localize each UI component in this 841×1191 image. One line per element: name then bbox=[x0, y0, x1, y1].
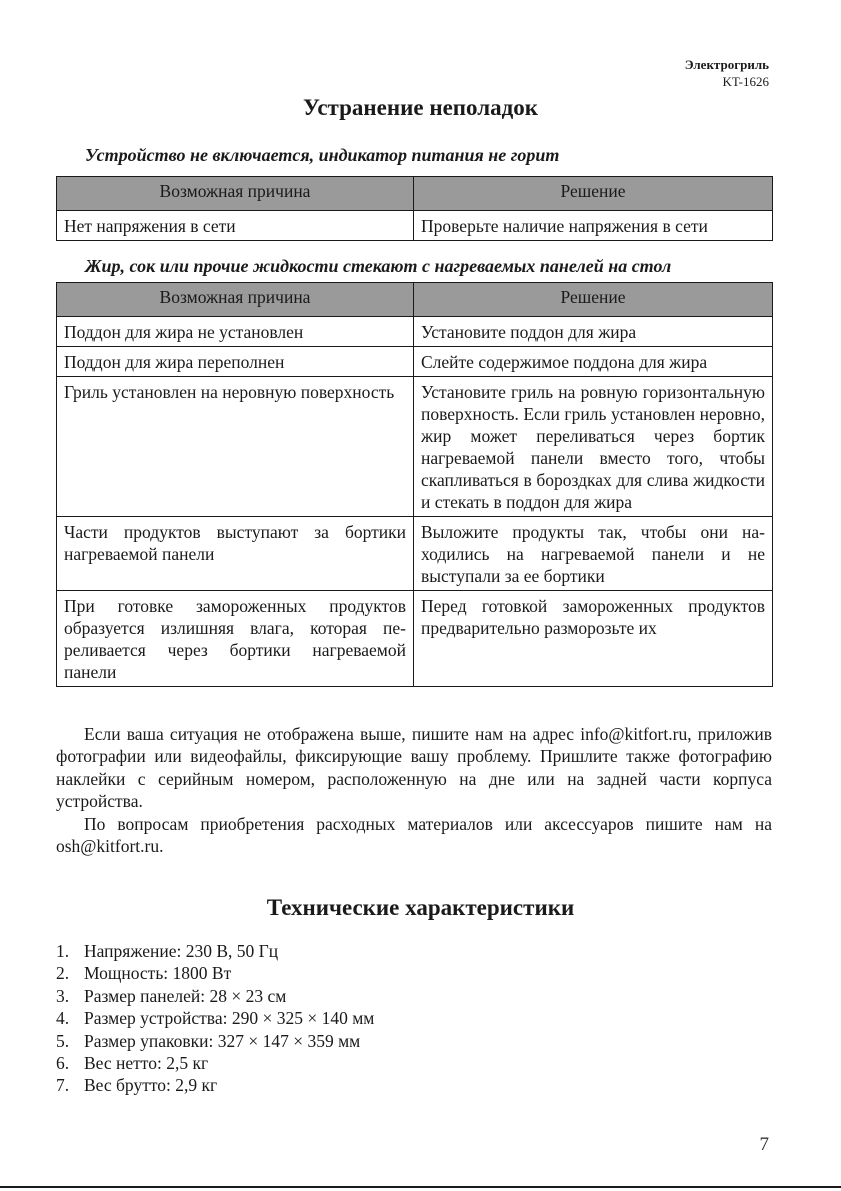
solution-cell: Проверьте наличие напряжения в сети bbox=[414, 211, 773, 241]
list-item bbox=[56, 1074, 374, 1096]
item-number: 5. bbox=[56, 1030, 70, 1051]
troubleshooting-table-power bbox=[56, 176, 773, 241]
solution-cell: Выложите продукты так, чтобы они находились на нагреваемой панели и не выступали за ее бортики bbox=[414, 517, 773, 591]
item-text: Размер упаковки: 327 × 147 × 359 мм bbox=[84, 1030, 361, 1051]
solution-cell: Перед готовкой замороженных продуктов предварительно разморозьте их bbox=[414, 591, 773, 687]
troubleshooting-table-grease bbox=[56, 282, 773, 687]
list-item bbox=[56, 1052, 374, 1074]
item-text: Мощность: 1800 Вт bbox=[84, 963, 232, 984]
item-text: Размер устройства: 290 × 325 × 140 мм bbox=[84, 1008, 375, 1029]
page-number: 7 bbox=[759, 1134, 769, 1155]
item-text: Напряжение: 230 В, 50 Гц bbox=[84, 941, 279, 961]
troubleshooting-title: Устранение неполадок bbox=[302, 95, 539, 120]
column-header-solution: Решение bbox=[414, 283, 773, 317]
bottom-divider bbox=[0, 1186, 841, 1188]
cause-cell: При готовке замороженных продуктов образуется излишняя влага, которая переливается через бортики нагреваемой панели bbox=[57, 591, 414, 687]
list-item bbox=[56, 1030, 374, 1052]
specs-list bbox=[56, 940, 374, 1097]
table1-heading: Устройство не включается, индикатор питания не горит bbox=[85, 145, 560, 165]
item-text: Размер панелей: 28 × 23 см bbox=[84, 985, 287, 1006]
list-item bbox=[56, 962, 374, 984]
solution-cell: Слейте содержимое поддона для жира bbox=[414, 347, 773, 377]
table-row bbox=[57, 347, 773, 377]
model-number: KT-1626 bbox=[722, 74, 769, 89]
table-row bbox=[57, 591, 773, 687]
accessories-paragraph: По вопросам приобретения расходных материалов или аксессуаров пишите нам на osh@kitfort.ru. bbox=[56, 813, 772, 857]
item-text: Вес брутто: 2,9 кг bbox=[84, 1075, 218, 1096]
cause-cell: Поддон для жира не установлен bbox=[57, 317, 414, 347]
table-row bbox=[57, 317, 773, 347]
column-header-solution: Решение bbox=[414, 177, 773, 211]
list-item bbox=[56, 940, 374, 962]
cause-cell: Поддон для жира переполнен bbox=[57, 347, 414, 377]
specs-title: Технические характеристики bbox=[266, 895, 575, 920]
running-header bbox=[685, 56, 769, 90]
table2-heading: Жир, сок или прочие жидкости стекают с нагреваемых панелей на стол bbox=[85, 256, 672, 276]
item-number: 1. bbox=[56, 941, 70, 961]
table-row bbox=[57, 377, 773, 517]
cause-cell: Части продуктов выступают за бортики нагреваемой панели bbox=[57, 517, 414, 591]
contact-paragraph: Если ваша ситуация не отображена выше, пишите нам на адрес info@kitfort.ru, приложив фотографии или видеофайлы, фиксирующие вашу проблему. Пришлите также фотографию наклейки с серийным номером, расположенную на дне или на задней части корпуса устройства. bbox=[56, 724, 772, 812]
table-header-row bbox=[57, 283, 773, 317]
cause-cell: Гриль установлен на неровную поверхность bbox=[57, 377, 414, 517]
item-number: 4. bbox=[56, 1008, 70, 1029]
solution-cell: Установите гриль на ровную горизонтальную поверхность. Если гриль установлен неровно, жир может переливаться через бортик нагреваемой панели вместо того, чтобы скапливаться в бороздках для слива жидкости и стекать в поддон для жира bbox=[414, 377, 773, 517]
solution-cell: Установите поддон для жира bbox=[414, 317, 773, 347]
column-header-cause: Возможная причина bbox=[57, 283, 414, 317]
contact-text bbox=[56, 723, 772, 857]
list-item bbox=[56, 985, 374, 1007]
table-row bbox=[57, 517, 773, 591]
cause-cell: Нет напряжения в сети bbox=[57, 211, 414, 241]
item-number: 7. bbox=[56, 1075, 70, 1096]
item-number: 3. bbox=[56, 985, 70, 1006]
list-item bbox=[56, 1007, 374, 1029]
column-header-cause: Возможная причина bbox=[57, 177, 414, 211]
product-name: Электрогриль bbox=[684, 57, 769, 72]
table-header-row bbox=[57, 177, 773, 211]
item-number: 6. bbox=[56, 1053, 70, 1074]
item-text: Вес нетто: 2,5 кг bbox=[84, 1053, 209, 1074]
table-row bbox=[57, 211, 773, 241]
item-number: 2. bbox=[56, 963, 70, 984]
